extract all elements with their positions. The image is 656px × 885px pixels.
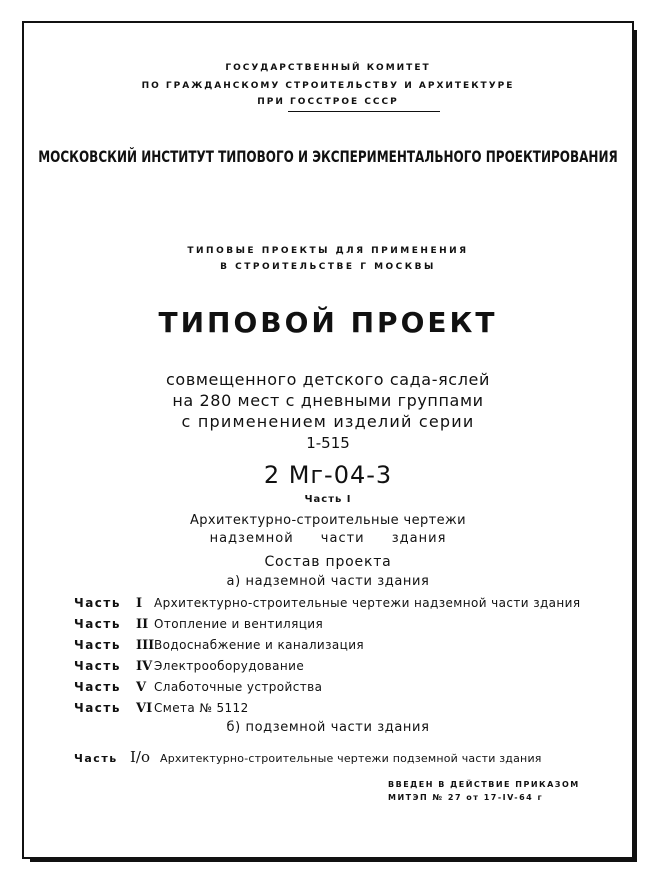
section-b-heading: б) подземной части здания: [226, 720, 430, 735]
part-row-label: Часть: [74, 680, 121, 694]
header-line-1: ГОСУДАРСТВЕННЫЙ КОМИТЕТ: [225, 63, 431, 73]
part-row-text: Водоснабжение и канализация: [154, 638, 365, 652]
part-row-label: Часть: [74, 752, 118, 765]
part-desc-line-2: надземной части здания: [209, 531, 447, 546]
institute-name: МОСКОВСКИЙ ИНСТИТУТ ТИПОВОГО И ЭКСПЕРИМЕНТАЛЬНОГО ПРОЕКТИРОВАНИЯ: [38, 147, 618, 167]
part-label: Часть I: [304, 494, 352, 505]
part-row-number: III: [136, 638, 155, 653]
header-line-2: ПО ГРАЖДАНСКОМУ СТРОИТЕЛЬСТВУ И АРХИТЕКТУРЕ: [141, 81, 515, 91]
project-code: 2 Мг-04-3: [263, 461, 393, 489]
usage-line-2: В СТРОИТЕЛЬСТВЕ Г МОСКВЫ: [220, 262, 436, 272]
part-row-number: V: [136, 680, 147, 695]
underground-part-row: [74, 748, 542, 766]
part-row-number: I/о: [130, 748, 151, 766]
part-row-text: Архитектурно-строительные чертежи подземной части здания: [160, 752, 542, 765]
header-line-3: ПРИ ГОССТРОЕ СССР: [257, 97, 399, 107]
part-row-text: Отопление и вентиляция: [154, 617, 324, 631]
part-row: [74, 659, 304, 674]
part-row: [74, 638, 364, 653]
header-underline: [288, 111, 440, 112]
composition-title: Состав проекта: [264, 554, 392, 570]
stamp-line-1: ВВЕДЕН В ДЕЙСТВИЕ ПРИКАЗОМ: [388, 780, 580, 789]
section-a-heading: а) надземной части здания: [226, 574, 430, 589]
page-shadow-bottom: [30, 859, 637, 862]
part-row-number: VI: [136, 701, 153, 716]
part-row-label: Часть: [74, 617, 121, 631]
description-line-3: с применением изделий серии: [181, 412, 475, 431]
part-row-label: Часть: [74, 638, 121, 652]
part-row: [74, 617, 323, 632]
part-row-text: Архитектурно-строительные чертежи надземной части здания: [154, 596, 581, 610]
part-row-label: Часть: [74, 596, 121, 610]
usage-line-1: ТИПОВЫЕ ПРОЕКТЫ ДЛЯ ПРИМЕНЕНИЯ: [187, 246, 469, 256]
stamp-line-2: МИТЭП № 27 от 17-IV-64 г: [388, 793, 544, 802]
part-row: [74, 680, 322, 695]
part-row-text: Смета № 5112: [154, 701, 249, 715]
part-row-text: Электрооборудование: [154, 659, 305, 673]
part-desc-line-1: Архитектурно-строительные чертежи: [189, 513, 467, 528]
part-row-label: Часть: [74, 659, 121, 673]
main-title: ТИПОВОЙ ПРОЕКТ: [158, 306, 498, 339]
part-row-number: II: [136, 617, 149, 632]
part-row-text: Слаботочные устройства: [154, 680, 323, 694]
description-line-2: на 280 мест с дневными группами: [172, 391, 484, 410]
description-line-4: 1-515: [306, 434, 350, 452]
part-row: [74, 596, 581, 611]
part-row-number: IV: [136, 659, 153, 674]
part-row: [74, 701, 249, 716]
description-line-1: совмещенного детского сада-яслей: [166, 370, 490, 389]
part-row-label: Часть: [74, 701, 121, 715]
part-row-number: I: [136, 596, 143, 611]
